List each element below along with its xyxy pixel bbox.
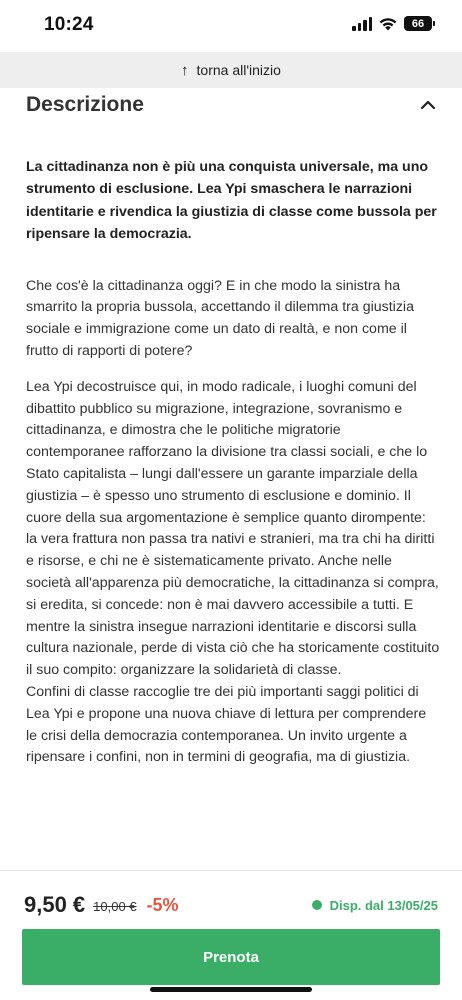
old-price: 10,00 € <box>93 898 137 914</box>
price-row <box>24 888 438 922</box>
description-paragraph: Confini di classe raccoglie tre dei più importanti saggi politici di Lea Ypi e propone una nuova chiave di lettura per comprendere le crisi della democrazia contemporanea. Un invito urgente a ripensare i confini, non in termini di geografia, ma di giustizia. <box>26 683 427 766</box>
battery-icon <box>404 16 432 31</box>
description-body <box>26 156 440 783</box>
availability-status <box>312 898 438 913</box>
description-paragraph: Lea Ypi decostruisce qui, in modo radicale, i luoghi comuni del dibattito pubblico su migrazione, integrazione, sovranismo e cittadinanza, e dimostra che le politiche migratorie contemporanee rafforzano la divisione tra classi sociali, e che lo Stato capitalista – lungi dall'essere un garante imparziale della giustizia – è spesso uno strumento di esclusione e dominio. Il cuore della sua argomentazione è semplice quanto dirompente: la vera frattura non passa tra nativi e stranieri, ma tra chi ha diritti e risorse, e chi ne è sistematicamente privato. Anche nelle società all'apparenza più democratiche, la cittadinanza si compra, si eredita, si concede: non è mai davvero accessibile a tutti. E mentre la sinistra insegue narrazioni identitarie e discorsi sulla cultura nazionale, perde di vista ciò che ha storicamente costituito il suo compito: organizzare la solidarietà di classe. <box>26 378 440 679</box>
back-to-top-button[interactable] <box>0 52 462 88</box>
reserve-button[interactable]: Prenota <box>22 929 440 985</box>
back-to-top-label: torna all'inizio <box>196 62 281 78</box>
wifi-icon <box>378 17 398 31</box>
cellular-signal-icon <box>352 17 372 31</box>
discount-badge: -5% <box>146 894 179 915</box>
home-indicator <box>150 987 312 992</box>
availability-dot-icon <box>312 900 322 910</box>
description-lead: La cittadinanza non è più una conquista universale, ma uno strumento di esclusione. Lea Ypi smaschera le narrazioni identitarie e rivendica la giustizia di classe come bussola per ripensare la democrazia. <box>26 159 437 243</box>
status-time: 10:24 <box>44 14 94 35</box>
current-price: 9,50 € <box>24 892 86 917</box>
description-paragraph: Che cos'è la cittadinanza oggi? E in che modo la sinistra ha smarrito la propria bussola, accettando il dilemma tra giustizia sociale e immigrazione come un dato di realtà, e non come il frutto di rapporti di potere? <box>26 277 414 360</box>
status-bar <box>0 0 462 52</box>
availability-text: Disp. dal 13/05/25 <box>329 897 438 913</box>
section-title: Descrizione <box>26 93 144 116</box>
arrow-up-icon: ↑ <box>181 61 189 79</box>
status-icons <box>352 16 432 31</box>
battery-level: 66 <box>411 17 425 30</box>
description-header[interactable] <box>26 88 436 122</box>
divider <box>0 870 462 871</box>
chevron-up-icon[interactable] <box>420 97 436 113</box>
